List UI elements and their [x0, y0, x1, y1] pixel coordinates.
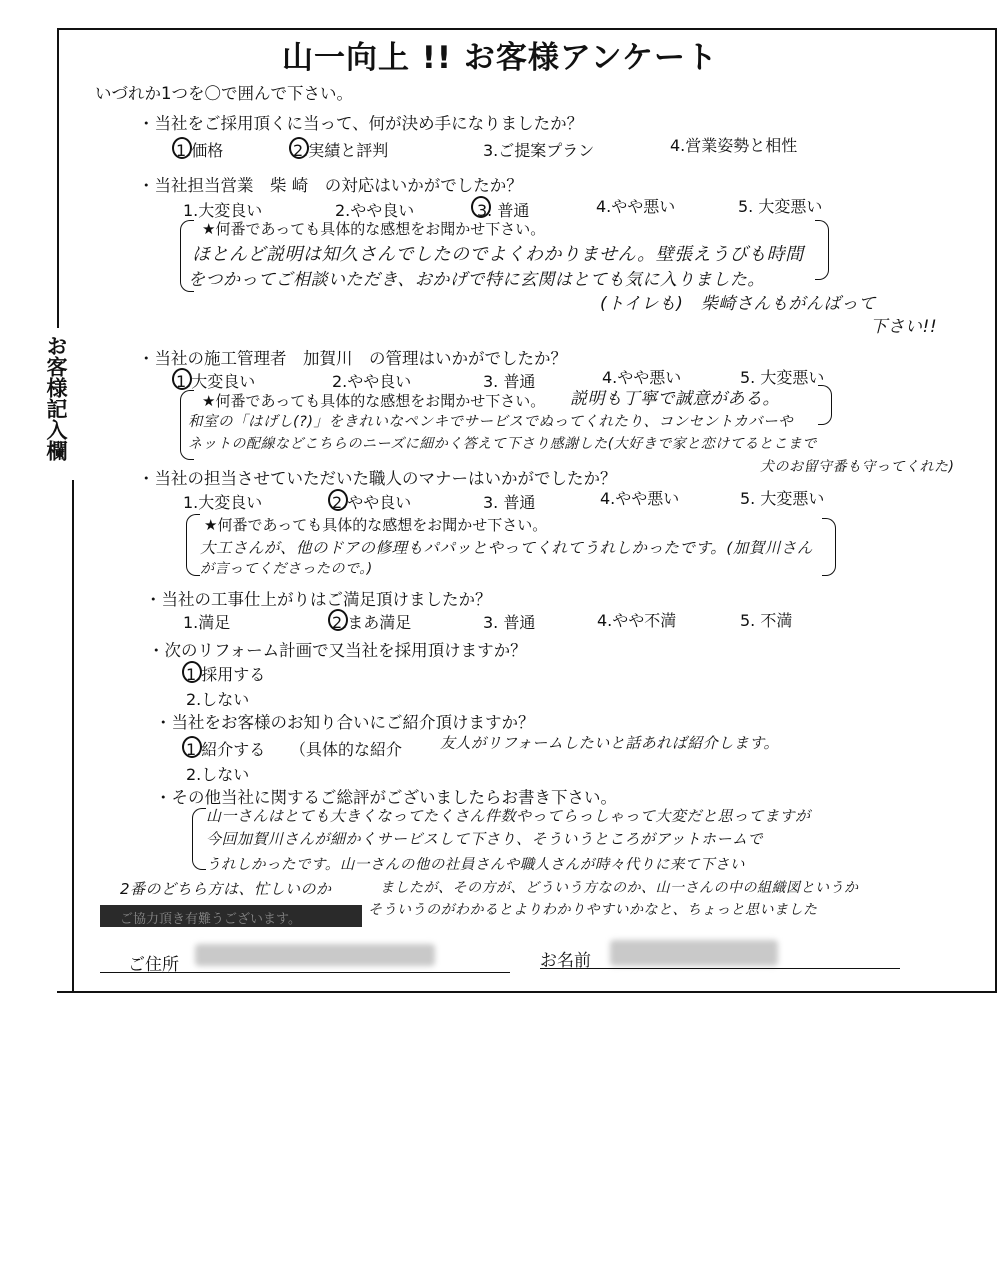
- q2-option-4[interactable]: 4.やや悪い: [596, 197, 676, 216]
- q8-hand-line-2: 今回加賀川さんが細かくサービスして下さり、そういうところがアットホームで: [206, 830, 763, 848]
- q5-option-4[interactable]: 4.やや不満: [597, 611, 677, 630]
- name-label: お名前: [540, 951, 591, 971]
- name-blurred: [610, 940, 778, 966]
- q3-comment-bracket-right: [818, 385, 832, 425]
- q2-hand-line-3: (トイレも) 柴崎さんもがんばって: [600, 294, 876, 314]
- q3-option-4[interactable]: 4.やや悪い: [602, 368, 682, 387]
- q8-side-hand: 2番のどちら方は、忙しいのか: [120, 880, 332, 898]
- q4-option-3[interactable]: 3. 普通: [483, 493, 536, 512]
- q2-hand-line-1: ほとんど説明は知久さんでしたのでよくわかりません。壁張えうびも時間: [192, 244, 804, 265]
- question-3: ・当社の施工管理者 加賀川 の管理はいかがでしたか？: [138, 349, 567, 368]
- q4-prompt: ★何番であっても具体的な感想をお聞かせ下さい。: [204, 516, 548, 534]
- q2-comment-bracket-right: [815, 220, 829, 280]
- question-4: ・当社の担当させていただいた職人のマナーはいかがでしたか？: [138, 469, 617, 488]
- q2-option-5[interactable]: 5. 大変悪い: [738, 197, 823, 216]
- q3-hand-line-1: 説明も丁寧で誠意がある。: [570, 389, 780, 409]
- question-1: ・当社をご採用頂くに当って、何が決め手になりましたか？: [138, 114, 584, 133]
- redacted-label: ご協力頂き有難うございます。: [120, 912, 301, 927]
- q3-hand-line-3: ネットの配線などこちらのニーズに細かく答えて下さり感謝した(大好きで家と恋けてるとこまで: [188, 436, 817, 452]
- q3-option-3[interactable]: 3. 普通: [483, 372, 536, 391]
- q5-selected-circle: [328, 609, 348, 631]
- q2-hand-line-4: 下さい!!: [870, 317, 938, 337]
- name-underline: [540, 968, 900, 969]
- q3-option-5[interactable]: 5. 大変悪い: [740, 368, 825, 387]
- sidebar-label: お客様記入欄: [44, 335, 68, 461]
- question-7: ・当社をお客様のお知り合いにご紹介頂けますか？: [155, 713, 535, 732]
- question-5: ・当社の工事仕上がりはご満足頂けましたか？: [145, 590, 492, 609]
- q8-hand-line-4: ましたが、その方が、どういう方なのか、山一さんの中の組織図というか: [380, 880, 859, 896]
- q8-hand-line-1: 山一さんはとても大きくなってたくさん件数やってらっしゃって大変だと思ってますが: [206, 807, 811, 825]
- address-label: ご住所: [128, 955, 179, 975]
- q3-option-1[interactable]: 1.大変良い: [176, 372, 256, 391]
- address-blurred: [195, 944, 435, 966]
- address-underline: [100, 972, 510, 973]
- q7-detail-hand: 友人がリフォームしたいと話あれば紹介します。: [440, 734, 780, 752]
- q5-option-5[interactable]: 5. 不満: [740, 611, 793, 630]
- sheet-left-border-bottom: [72, 480, 74, 992]
- q7-detail-label: （具体的な紹介: [290, 740, 403, 759]
- q7-option-2[interactable]: 2.しない: [186, 765, 250, 784]
- q6-option-1[interactable]: 1.採用する: [186, 665, 266, 684]
- q5-option-3[interactable]: 3. 普通: [483, 613, 536, 632]
- q4-selected-circle: [328, 489, 348, 511]
- q1-option-2[interactable]: 2.実績と評判: [293, 141, 389, 160]
- q3-selected-circle: [172, 368, 192, 390]
- q1-selected-circle-2: [289, 137, 309, 159]
- q3-option-2[interactable]: 2.やや良い: [332, 372, 412, 391]
- q2-prompt: ★何番であっても具体的な感想をお聞かせ下さい。: [202, 220, 546, 238]
- q4-option-5[interactable]: 5. 大変悪い: [740, 489, 825, 508]
- q3-hand-line-4: 犬のお留守番も守ってくれた): [760, 459, 955, 475]
- q1-option-4[interactable]: 4.営業姿勢と相性: [670, 136, 798, 155]
- q6-option-2[interactable]: 2.しない: [186, 690, 250, 709]
- q6-selected-circle: [182, 661, 202, 683]
- q3-hand-line-2: 和室の「はげし(?)」をきれいなペンキでサービスでぬってくれたり、コンセントカバーや: [188, 414, 794, 430]
- question-6: ・次のリフォーム計画で又当社を採用頂けますか？: [148, 641, 527, 660]
- q2-option-2[interactable]: 2.やや良い: [335, 201, 415, 220]
- q5-option-1[interactable]: 1.満足: [183, 613, 231, 632]
- q4-option-4[interactable]: 4.やや悪い: [600, 489, 680, 508]
- q7-selected-circle: [182, 736, 202, 758]
- q4-comment-bracket-left: [186, 514, 200, 576]
- q2-hand-line-2: をつかってご相談いただき、おかげで特に玄関はとても気に入りました。: [188, 270, 765, 290]
- q8-hand-line-5: そういうのがわかるとよりわかりやすいかなと、ちょっと思いました: [368, 902, 818, 918]
- question-8: ・その他当社に関するご総評がございましたらお書き下さい。: [155, 788, 617, 807]
- question-2: ・当社担当営業 柴 崎 の対応はいかがでしたか？: [138, 176, 523, 195]
- q8-hand-line-3: うれしかったです。山一さんの他の社員さんや職人さんが時々代りに来て下さい: [206, 857, 745, 873]
- q1-option-3[interactable]: 3.ご提案プラン: [483, 141, 595, 160]
- q4-hand-line-1: 大工さんが、他のドアの修理もパパッとやってくれてうれしかったです。(加賀川さん: [200, 539, 813, 557]
- instruction-text: いづれか1つを〇で囲んで下さい。: [95, 84, 353, 103]
- q4-option-1[interactable]: 1.大変良い: [183, 493, 263, 512]
- q4-comment-bracket-right: [822, 518, 836, 576]
- q4-option-2[interactable]: 2.やや良い: [332, 493, 412, 512]
- q7-option-1[interactable]: 1.紹介する: [186, 740, 266, 759]
- q3-prompt: ★何番であっても具体的な感想をお聞かせ下さい。: [202, 392, 546, 410]
- redacted-bar: [100, 905, 362, 927]
- q1-option-1[interactable]: 1.価格: [176, 141, 224, 160]
- q1-selected-circle: [172, 137, 192, 159]
- q4-hand-line-2: が言ってくださったので。): [200, 561, 373, 577]
- q5-option-2[interactable]: 2.まあ満足: [332, 613, 412, 632]
- q2-option-1[interactable]: 1.大変良い: [183, 201, 263, 220]
- q2-option-3[interactable]: 3. 普通: [477, 201, 530, 220]
- q2-selected-circle: [471, 196, 491, 218]
- page-title: 山一向上 !! お客様アンケート: [282, 40, 718, 76]
- q8-comment-bracket-left: [192, 808, 206, 870]
